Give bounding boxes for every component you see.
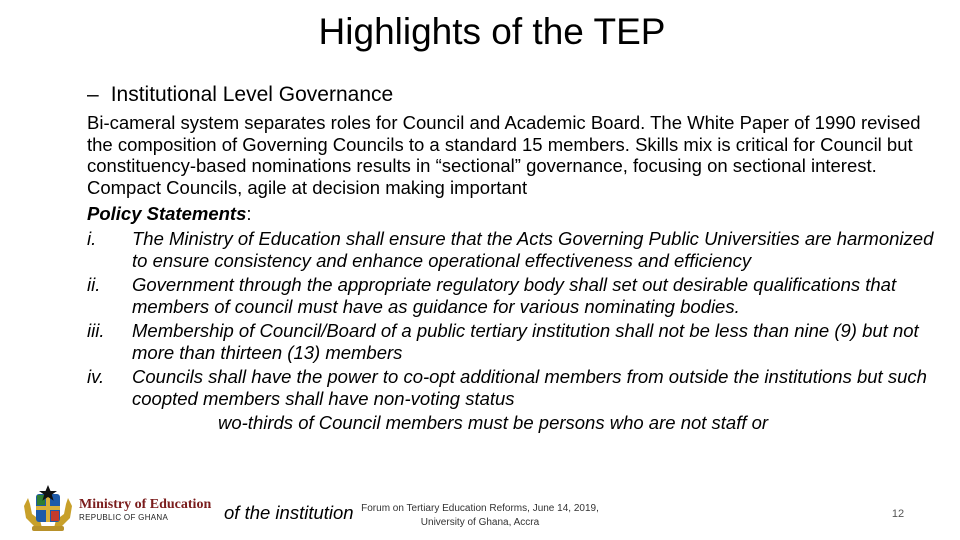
policy-item-iii xyxy=(87,320,942,363)
policy-item-text: wo-thirds of Council members must be persons who are not staff or xyxy=(218,412,769,433)
policy-item-v xyxy=(87,412,942,434)
ministry-name: Ministry of Education xyxy=(79,497,212,512)
policy-heading-text: Policy Statements xyxy=(87,203,247,224)
section-subtitle xyxy=(87,82,393,108)
policy-item-number: iv. xyxy=(87,366,105,387)
policy-item-text: Government through the appropriate regulatory body shall set out desirable qualifications that members of council must have as guidance for various nominating bodies. xyxy=(132,274,897,317)
policy-item-continuation: of the institution xyxy=(224,502,354,523)
policy-item-iv xyxy=(87,366,942,409)
slide-body xyxy=(87,112,942,434)
policy-item-ii xyxy=(87,274,942,317)
policy-item-text: Membership of Council/Board of a public tertiary institution shall not be less than nine (9) but not more than thirteen (13) members xyxy=(132,320,919,363)
footer-event xyxy=(340,502,620,530)
subtitle-text: Institutional Level Governance xyxy=(110,83,394,106)
policy-item-number: iii. xyxy=(87,320,105,341)
subtitle-dash: – xyxy=(87,83,99,106)
policy-heading-colon: : xyxy=(246,203,252,224)
policy-statements-heading xyxy=(87,202,942,225)
logo-text xyxy=(79,497,211,523)
republic-name: REPUBLIC OF GHANA xyxy=(79,513,169,522)
policy-item-text: The Ministry of Education shall ensure that the Acts Governing Public Universities are harmonized to ensure consistency and enhance operational effectiveness and efficiency xyxy=(132,228,934,271)
policy-item-number: i. xyxy=(87,228,97,249)
footer-event-line2: University of Ghana, Accra xyxy=(420,517,540,528)
ghana-coat-of-arms-icon xyxy=(20,484,76,534)
slide-title: Highlights of the TEP xyxy=(318,11,666,52)
page-number: 12 xyxy=(891,508,905,520)
footer-event-line1: Forum on Tertiary Education Reforms, June 14, 2019, xyxy=(361,503,599,514)
body-paragraph: Bi-cameral system separates roles for Council and Academic Board. The White Paper of 1990 revised the composition of Governing Councils to a standard 15 members. Skills mix is critical for Council but constituency-based nominations results in “sectional” governance, focusing on sectional interest. Compact Councils, agile at decision making important xyxy=(87,112,921,198)
policy-item-number: ii. xyxy=(87,274,101,295)
ministry-logo xyxy=(20,484,220,534)
policy-item-i xyxy=(87,228,942,271)
policy-item-text: Councils shall have the power to co-opt additional members from outside the institutions but such coopted members shall have non-voting status xyxy=(132,366,927,409)
